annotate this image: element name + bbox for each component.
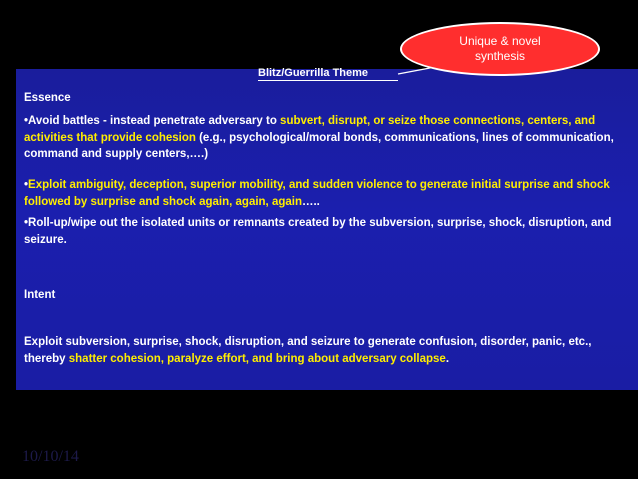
intent-highlight: shatter cohesion, paralyze effort, and bring about adversary collapse xyxy=(68,352,446,365)
essence-bullet-3: •Roll-up/wipe out the isolated units or remnants created by the subversion, surprise, shock, disruption, and seizure. xyxy=(24,217,612,246)
callout-line-1: Unique & novel xyxy=(459,34,541,48)
slide-date: 10/10/14 xyxy=(22,448,79,465)
intent-lead: Exploit subversion, surprise, shock, disruption, and seizure to generate confusion, disorder, panic, etc., thereby xyxy=(24,336,592,365)
essence-heading: Essence xyxy=(24,92,71,104)
intent-heading: Intent xyxy=(24,289,56,301)
essence-bullet-1-highlight: subvert, disrupt, or seize those connections, centers, and activities that provide cohesion xyxy=(24,115,596,144)
callout-line-2: synthesis xyxy=(474,49,526,63)
essence-bullet-1-tail: (e.g., psychological/moral bonds, communications, lines of communication, command and supply centers,….) xyxy=(24,131,614,160)
essence-bullet-2-highlight: Exploit ambiguity, deception, superior mobility, and sudden violence to generate initial surprise and shock followed by surprise and shock again, again, again xyxy=(24,179,610,208)
essence-bullet-2-lead: • xyxy=(24,179,29,191)
theme-title: Blitz/Guerrilla Theme xyxy=(258,66,398,81)
intent-tail: . xyxy=(445,352,450,365)
essence-bullet-1 xyxy=(24,113,632,163)
essence-bullet-2-tail: ….. xyxy=(301,195,320,208)
essence-bullet-2 xyxy=(24,177,632,210)
intent-paragraph xyxy=(24,334,632,367)
callout-bubble xyxy=(400,22,600,76)
essence-bullet-1-lead: •Avoid battles - instead penetrate adversary to xyxy=(24,115,281,127)
